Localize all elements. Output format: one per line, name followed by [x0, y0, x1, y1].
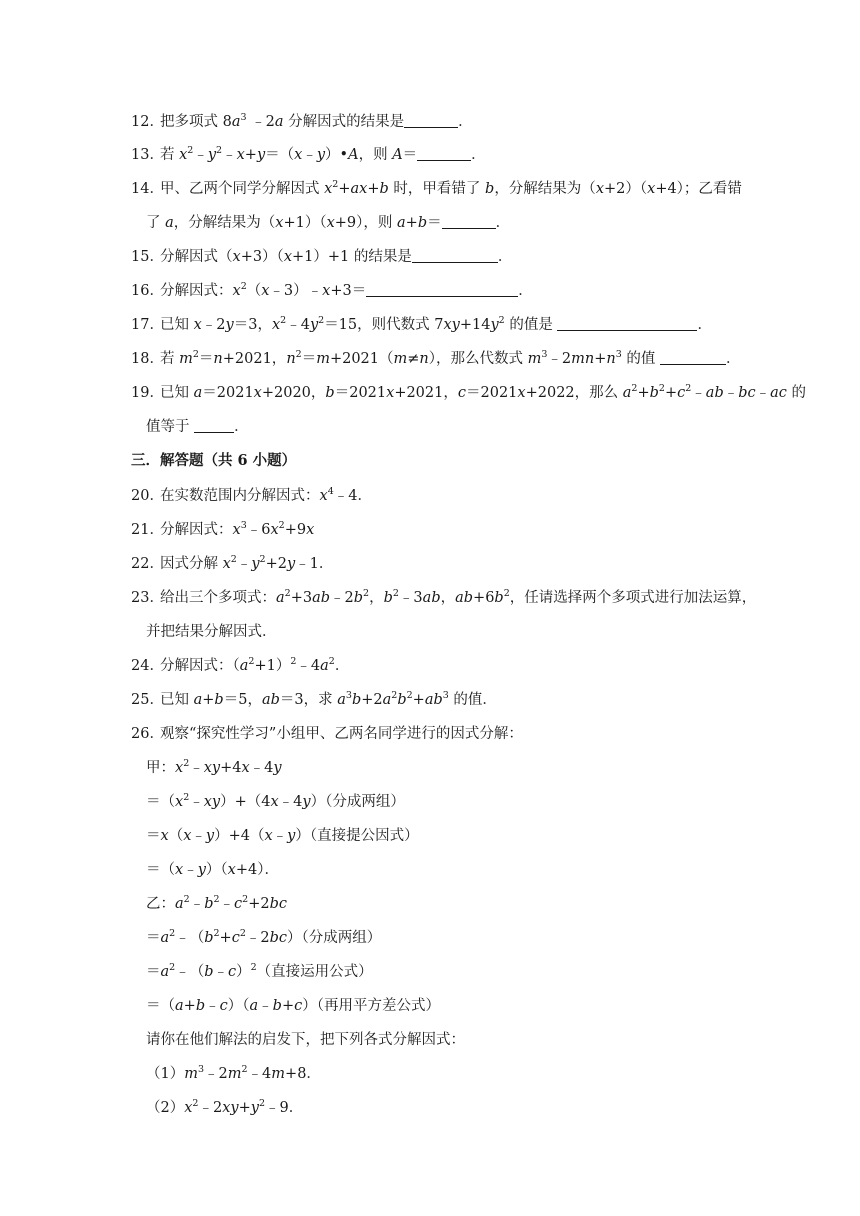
problem-text: 若 $x^2﹣y^2﹣x+y=(x﹣y)•A$，则 A＝ ． [160, 145, 486, 163]
problem-text: 甲、乙两个同学分解因式 $x^2+ax+b$ 时，甲看错了 b，分解结果为（x+2）（x+4）；乙看错 [160, 179, 742, 197]
problem-text: 分解因式：$x^3﹣6x^2+9x$ [160, 520, 315, 538]
problem-number: 14． [131, 181, 164, 197]
problem-number: 17． [131, 317, 164, 333]
problem-number: 20． [131, 488, 164, 504]
problem-text: 了 a，分解结果为（x+1）（x+9），则 a+b＝ ． [146, 215, 511, 231]
answer-blank[interactable] [366, 282, 518, 297]
problem-text: 已知 a＝2021x+2020，b＝2021x+2021，c＝2021x+2022，那么 $a^2+b^2+c^2﹣ab﹣bc﹣ac$ 的 [160, 383, 807, 401]
answer-blank[interactable] [660, 350, 726, 365]
problem-text: 已知 a+b＝5，ab＝3，求 $a^3b+2a^2b^2+ab^3$ 的值． [160, 690, 497, 708]
problem-number: 21． [131, 522, 164, 538]
problem-number: 25． [131, 692, 164, 708]
problem-number: 16． [131, 283, 164, 299]
problem-number: 19． [131, 385, 164, 401]
problem-text: 若 $m^2=n+2021$，$n^2=m+2021(m\ne n)$，那么代数式 $m^3﹣2mn+n^3$ 的值 ． [160, 349, 741, 367]
problem-number: 23． [131, 590, 164, 606]
problem-text: 并把结果分解因式． [146, 624, 277, 640]
problem-number: 22． [131, 556, 164, 572]
problem-text: 分解因式（x+3）（x+1）+1 的结果是 ． [160, 249, 513, 265]
problem-text: 观察“探究性学习”小组甲、乙两名同学进行的因式分解： [160, 726, 523, 742]
problem-number: 15． [131, 249, 164, 265]
answer-blank[interactable] [557, 316, 697, 331]
problem-text: 把多项式 $8a^3$ ﹣2a 分解因式的结果是 ． [160, 112, 473, 130]
problem-text: 给出三个多项式：$a^2+3ab﹣2b^2$，$b^2﹣3ab$，$ab+6b^2$，任请选择两个多项式进行加法运算， [160, 588, 757, 606]
problem-number: 26． [131, 726, 164, 742]
problem-text: 因式分解 $x^2﹣y^2+2y﹣1$． [160, 554, 334, 572]
answer-blank[interactable] [417, 146, 471, 161]
problem-number: 18． [131, 351, 164, 367]
problem-text: 已知 x﹣2y＝3，$x^2﹣4y^2=15$，则代数式 $7xy+14y^2$ 的值是 ． [160, 315, 712, 333]
problem-text: 分解因式：$(a^2+1)^2﹣4a^2$． [160, 656, 350, 674]
answer-blank[interactable] [442, 214, 496, 229]
problem-text: 分解因式：$x^2(x﹣3)﹣x+3=$ ． [160, 281, 533, 299]
answer-blank[interactable] [194, 418, 234, 433]
problem-text: 值等于 ． [146, 419, 249, 435]
problem-number: 13． [131, 147, 164, 163]
problem-number: 24． [131, 658, 164, 674]
answer-blank[interactable] [404, 113, 458, 128]
problem-number: 12． [131, 114, 164, 130]
answer-blank[interactable] [412, 248, 498, 263]
problem-text: 在实数范围内分解因式：$x^4﹣4$． [160, 486, 372, 504]
section-title: 三．解答题（共 6 小题） [131, 452, 297, 469]
